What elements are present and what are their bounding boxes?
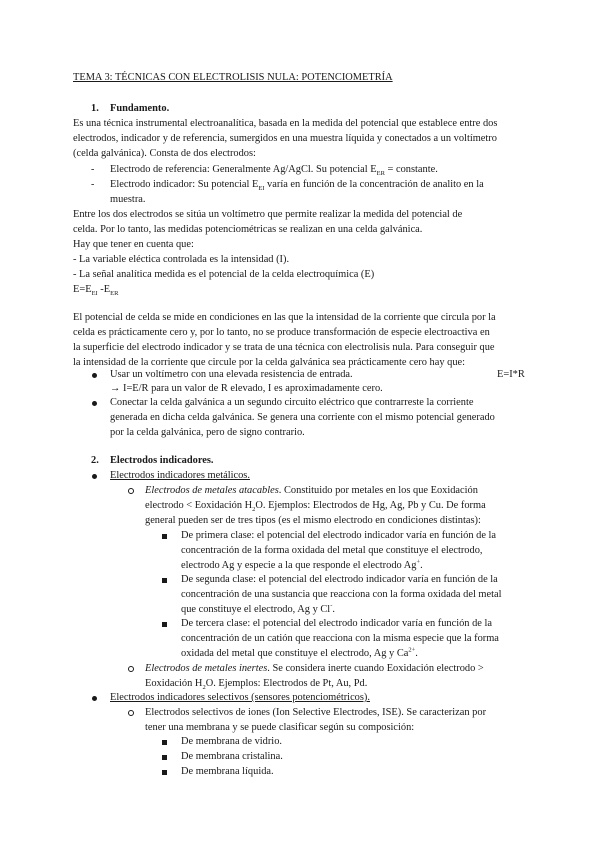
third-class-item-cont: concentración de un catión que reacciona con la misma especie que la forma — [181, 633, 499, 644]
circle-bullet-icon — [128, 710, 134, 716]
bullet-item: Conectar la celda galvánica a un segundo circuito eléctrico que contrarreste la corriente — [110, 397, 474, 408]
square-bullet-icon — [162, 740, 167, 745]
membrane-type-item: De membrana líquida. — [181, 766, 274, 777]
paragraph-line: la intensidad de la corriente que circule por la celda galvánica sea prácticamente cero hay que: — [73, 357, 466, 368]
bullet-item: Usar un voltímetro con una elevada resistencia de entrada. — [110, 369, 353, 380]
third-class-item: De tercera clase: el potencial del electrodo indicador varía en función de la — [181, 618, 492, 629]
indicator-electrode-item: Electrodo indicador: Su potencial $E_{EI}$ varía en función de la concentración de analito en la — [110, 179, 484, 193]
inert-metals-item-cont: Eoxidación $H_2O$. Ejemplos: Electrodos de Pt, Au, Pd. — [145, 678, 368, 692]
square-bullet-icon — [162, 622, 167, 627]
section-1-heading: Fundamento. — [110, 103, 170, 114]
second-class-item: De segunda clase: el potencial del electrodo indicador varía en función de la — [181, 574, 498, 585]
ise-item: Electrodos selectivos de iones (Ion Selective Electrodes, ISE). Se caracterizan por — [145, 707, 487, 718]
first-class-item: De primera clase: el potencial del electrodo indicador varía en función de la — [181, 530, 497, 541]
paragraph-line: electrodos, indicador y de referencia, sumergidos en una muestra líquida y conectados a un voltímetro — [73, 133, 497, 144]
inert-metals-item: Electrodos de metales inertes. Se considera inerte cuando Eoxidación electrodo > — [145, 663, 484, 674]
attackable-metals-item-cont: electrodo < Eoxidación $H_2O$. Ejemplos: Electrodos de Hg, Ag, Pb y Cu. De forma — [145, 500, 486, 514]
section-2-number: 2. — [91, 455, 99, 466]
bullet-item-cont: por la celda galvánica, pero de signo contrario. — [110, 427, 305, 438]
paragraph-line: celda es prácticamente cero y, por lo tanto, no se produce transformación de especie electroactiva en — [73, 327, 490, 338]
paragraph-line: Es una técnica instrumental electroanalítica, basada en la medida del potencial que establece entre dos — [73, 118, 498, 129]
section-2-heading: Electrodos indicadores. — [110, 455, 214, 466]
ohm-law-equation: E=I*R — [497, 369, 525, 380]
square-bullet-icon — [162, 755, 167, 760]
first-class-item-cont: concentración de la forma oxidada del metal que constituye el electrodo, — [181, 545, 483, 556]
bullet-item-cont: → I=E/R para un valor de R elevado, I es aproximadamente cero. — [110, 383, 383, 394]
paragraph-line: - La variable eléctica controlada es la intensidad (I). — [73, 254, 290, 265]
attackable-metals-item-cont: general pueden ser de tres tipos (es el mismo electrodo en condiciones distintas): — [145, 515, 481, 526]
paragraph-line: - La señal analítica medida es el potencial de la celda electroquímica (E) — [73, 269, 375, 280]
paragraph-line: celda. Por lo tanto, las medidas potenciométricas se realizan en una celda galvánica. — [73, 224, 423, 235]
membrane-type-item: De membrana de vidrio. — [181, 736, 282, 747]
third-class-item-cont: oxidada del metal que constituye el electrodo, Ag y $Ca^{2+}$. — [181, 646, 418, 659]
second-class-item-cont: que constituye el electrodo, Ag y Cl-. — [181, 602, 335, 615]
paragraph-line: la superficie del electrodo indicador y se trata de una técnica con electrolisis nula. Para conseguir que — [73, 342, 495, 353]
second-class-item-cont: concentración de una sustancia que reacciona con la forma oxidada del metal — [181, 589, 502, 600]
page-title: TEMA 3: TÉCNICAS CON ELECTROLISIS NULA: POTENCIOMETRÍA — [73, 72, 393, 83]
cell-potential-equation: $E=E_{EI}$ $-E_{ER}$ — [73, 284, 119, 298]
square-bullet-icon — [162, 534, 167, 539]
circle-bullet-icon — [128, 666, 134, 672]
reference-electrode-item: Electrodo de referencia: Generalmente Ag/AgCl. Su potencial $E_{ER}$ = constante. — [110, 164, 438, 178]
square-bullet-icon — [162, 770, 167, 775]
square-bullet-icon — [162, 578, 167, 583]
indicator-electrode-item-cont: muestra. — [110, 194, 146, 205]
paragraph-line: El potencial de celda se mide en condiciones en las que la intensidad de la corriente que circula por la — [73, 312, 496, 323]
circle-bullet-icon — [128, 488, 134, 494]
first-class-item-cont: electrodo Ag y especie a la que responde el electrodo Ag+. — [181, 558, 423, 571]
attackable-metals-item: Electrodos de metales atacables. Constituido por metales en los que Eoxidación — [145, 485, 478, 496]
dash-marker: - — [91, 164, 95, 175]
paragraph-line: (celda galvánica). Consta de dos electrodos: — [73, 148, 256, 159]
dash-marker: - — [91, 179, 95, 190]
bullet-icon — [92, 401, 97, 406]
paragraph-line: Hay que tener en cuenta que: — [73, 239, 194, 250]
metal-electrodes-heading: Electrodos indicadores metálicos. — [110, 470, 250, 481]
bullet-icon — [92, 373, 97, 378]
section-1-number: 1. — [91, 103, 99, 114]
membrane-type-item: De membrana cristalina. — [181, 751, 283, 762]
bullet-item-cont: generada en dicha celda galvánica. Se genera una corriente con el mismo potencial generado — [110, 412, 495, 423]
selective-electrodes-heading: Electrodos indicadores selectivos (sensores potenciométricos). — [110, 692, 370, 703]
paragraph-line: Entre los dos electrodos se sitúa un voltímetro que permite realizar la medida del potencial de — [73, 209, 463, 220]
ise-item-cont: tener una membrana y se puede clasificar según su composición: — [145, 722, 415, 733]
bullet-icon — [92, 696, 97, 701]
bullet-icon — [92, 474, 97, 479]
